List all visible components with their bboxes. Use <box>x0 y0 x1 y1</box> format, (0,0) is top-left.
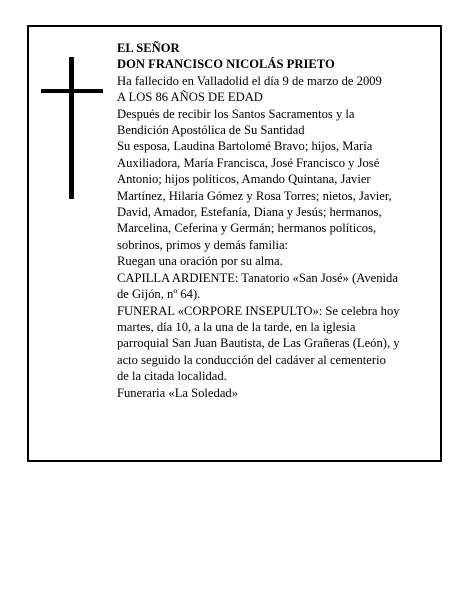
cross-horizontal-bar <box>41 89 103 93</box>
cross-vertical-bar <box>69 57 74 199</box>
deceased-name: DON FRANCISCO NICOLÁS PRIETO <box>117 57 335 72</box>
death-date-line: Ha fallecido en Valladolid el día 9 de marzo de 2009 <box>117 73 382 88</box>
family-line: sobrinos, primos y demás familia: <box>117 237 289 252</box>
latin-cross-icon <box>41 57 103 199</box>
obituary-notice <box>27 25 442 462</box>
sacraments-line: Bendición Apostólica de Su Santidad <box>117 123 305 138</box>
notice-title-line-1: EL SEÑOR <box>117 41 180 55</box>
funeral-line: acto seguido la conducción del cadáver al cementerio <box>117 352 386 367</box>
notice-text-block <box>117 40 435 401</box>
family-line: David, Amador, Estefanía, Diana y Jesús; hermanos, <box>117 205 382 220</box>
family-line: Antonio; hijos políticos, Amando Quintana, Javier <box>117 172 371 187</box>
family-line: Su esposa, Laudina Bartolomé Bravo; hijos, María <box>117 139 373 154</box>
family-line: Martínez, Hilaria Gómez y Rosa Torres; nietos, Javier, <box>117 188 392 203</box>
chapel-line: CAPILLA ARDIENTE: Tanatorio «San José» (Avenida <box>117 270 398 285</box>
family-line: Marcelina, Ceferina y Germán; hermanos políticos, <box>117 221 377 236</box>
funeral-line: FUNERAL «CORPORE INSEPULTO»: Se celebra hoy <box>117 303 400 318</box>
age-line: A LOS 86 AÑOS DE EDAD <box>117 90 263 105</box>
funeral-line: martes, día 10, a la una de la tarde, en la iglesia <box>117 319 356 334</box>
sacraments-line: Después de recibir los Santos Sacramentos y la <box>117 106 355 121</box>
prayer-request-line: Ruegan una oración por su alma. <box>117 254 283 269</box>
funeral-line: parroquial San Juan Bautista, de Las Grañeras (León), y <box>117 336 400 351</box>
funeral-home-line: Funeraria «La Soledad» <box>117 385 238 400</box>
family-line: Auxiliadora, María Francisca, José Francisco y José <box>117 155 380 170</box>
chapel-line: de Gijón, nº 64). <box>117 287 201 302</box>
funeral-line: de la citada localidad. <box>117 369 227 384</box>
